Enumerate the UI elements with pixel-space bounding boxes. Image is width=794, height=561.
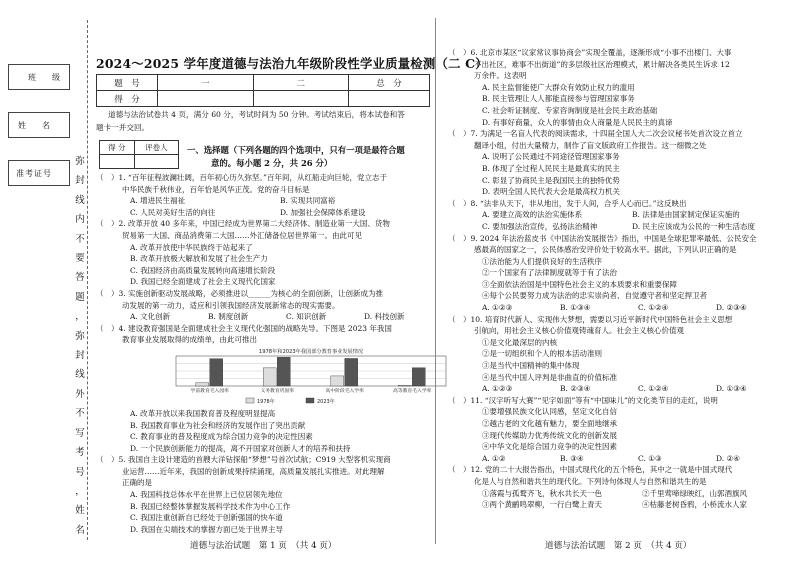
category-label: 义务教育巩固率 (260, 388, 295, 394)
question-text: （ ）8. “法非从天下，非从地出，发于人间，合乎人心而已。”这反映出 (448, 198, 687, 208)
option: C. ①②④ (638, 384, 669, 394)
seal-char: 答 (75, 272, 85, 284)
exam-title: 2024～2025 学年度道德与法治九年级阶段性学业质量检测（二 C） (96, 56, 488, 71)
option: ①落霞与孤鹜齐飞，秋水共长天一色 (482, 488, 602, 498)
bar-1978年 (398, 385, 411, 386)
option: D. ①③④ (716, 384, 747, 394)
option: B. 制度创新 (208, 312, 249, 322)
question-text: 正确的是 (122, 478, 152, 488)
question-text: （ ）12. 党的二十大报告指出，中国式现代化的五个特色，其中之一就是中国式现代 (448, 465, 733, 475)
option: A. 要建立高效的法治实施体系 (482, 210, 583, 220)
score-header-cell: 二 (253, 75, 349, 91)
option: B. 体现了全过程人民民主是最真实的民主 (482, 163, 620, 173)
option: C. ①③ (638, 453, 662, 463)
score-cell (253, 91, 349, 107)
seal-char: 封 (75, 350, 85, 362)
bar-1978年 (196, 383, 209, 386)
grader-cell (134, 155, 178, 169)
statement: ③现代传媒助力优秀传统文化的创新发展 (482, 430, 617, 440)
option: D. 加强社会保障体系建设 (280, 207, 366, 217)
seal-char: 弥 (75, 156, 85, 167)
option: B. 法律是由国家制定保证实施的 (632, 210, 740, 220)
question-6 (448, 47, 794, 128)
ticket-label: 准考证号 (16, 169, 52, 178)
question-text: （ ）10. 培育时代新人、实现伟大梦想，需要以习近平新时代中国特色社会主义思想 (448, 314, 733, 324)
question-9 (448, 233, 794, 314)
legend-swatch (246, 398, 254, 403)
question-5 (96, 454, 442, 535)
option: D. 我国在尖端技术的掌握方面已处于世界主导 (130, 524, 284, 534)
option: A. 我国科技总体水平在世界上已位居领先地位 (130, 490, 283, 500)
question-text: （ ）5. 我国自主设计建造的首艘大洋钻探船“梦想”号首次试航；C919 大型客机实现商 (96, 455, 391, 465)
question-7 (448, 128, 794, 198)
chart-area (96, 346, 442, 408)
score-header-cell: 题 号 (97, 75, 158, 91)
section-heading-line: 一、选择题（下列各题的四个选项中，只有一项是最符合题 (187, 145, 405, 155)
option: ④枯藤老树昏鸦，小桥流水人家 (642, 500, 747, 510)
question-4 (96, 323, 442, 455)
score-table (96, 74, 430, 107)
bar-2023年 (345, 358, 358, 386)
seal-char: ， (75, 485, 85, 497)
option: B. 我国教育事业为社会和经济的发展作出了突出贡献 (130, 420, 306, 430)
option: D. ②③④ (716, 303, 747, 313)
option: C. 我国注重创新自已经处于创新强国的快车道 (130, 513, 283, 523)
seal-char: 线 (75, 194, 85, 206)
section-heading (187, 144, 405, 170)
question-10 (448, 314, 794, 395)
seal-char: 要 (75, 253, 85, 265)
seal-char: ， (75, 311, 85, 323)
question-text: 业运营……近年来，我国的创新成果持续涌现，高质量发展扎实推进。对此理解 (122, 466, 385, 476)
option: A. ①②③ (482, 303, 513, 313)
question-text: （ ）11. “汉字听写大赛”“见字如面”等有“中国味儿”的文化类节目的走红，说明 (448, 395, 718, 405)
option: ②千里莺啼绿映红，山郭酒旗风 (642, 488, 747, 498)
option: D. 有事好商量，众人的事情由众人商量是人民民主的真谛 (482, 117, 673, 127)
category-label: 学前教育毛入园率 (190, 388, 229, 394)
question-text: （ ）6. 北京市某区“议家常议事协商会”实现全覆盖，逐渐形成“小事不出楼门、大事 (448, 48, 732, 57)
option: B. ①③④ (560, 303, 591, 313)
seal-char: 号 (75, 466, 85, 478)
option: D. 民主应该成为公民的一种生活态度 (632, 221, 756, 231)
statement: ①法治能为人们提供良好的生活秩序 (482, 256, 602, 266)
question-3 (96, 288, 442, 323)
score-cell (349, 91, 430, 107)
option: B. 实现共同富裕 (280, 196, 336, 206)
category-label: 高中阶段毛入学率 (325, 388, 364, 394)
option: A. 民主监督能使广大群众有效防止权力的滥用 (482, 82, 635, 92)
statement: ①是文化最深层的内核 (482, 337, 557, 347)
grade-cell (100, 155, 135, 169)
question-text: 引航向，用社会主义核心价值观铸魂育人。社会主义核心价值观 (474, 326, 684, 336)
statement: ②越古老的文化越有魅力，要全面地继承 (482, 419, 617, 428)
option: C. 要加强法治宣传，弘扬法治精神 (482, 221, 598, 231)
seal-char: 弥 (75, 330, 85, 342)
statement: ③是当代中国精神的集中体现 (482, 361, 580, 371)
page-divider (435, 18, 436, 544)
question-text: 感最高的国家之一，公民体感治安评价处于较高水平。据此，下列认识正确的是 (474, 245, 737, 255)
seal-char: 不 (75, 408, 85, 420)
score-row-label: 得 分 (97, 91, 158, 107)
grade-box (99, 140, 179, 169)
education-bar-chart (136, 346, 456, 408)
option: C. 教育事业的普及程度成为综合国力竞争的决定性因素 (130, 432, 313, 442)
score-header-cell: 一 (158, 75, 254, 91)
question-text: （ ）7. 为满足一名盲人代表的阅读需求，十四届全国人大二次会议秘书处首次设立首立 (448, 129, 743, 139)
option: C. 彰显了协商民主是我国民主的独特优势 (482, 175, 620, 185)
options (448, 499, 794, 511)
option: A. 说明了公民通过不同途径管理国家事务 (482, 152, 620, 162)
question-12 (448, 464, 794, 510)
footer-left: 道德与法治试题 第 1 页 （共 4 页） (190, 541, 337, 551)
score-header-cell: 总 分 (349, 75, 430, 91)
seal-char: 封 (75, 175, 85, 187)
question-text: 不出社区，难事不出街道”的多层级社区治理模式，累计解决各类民生诉求 12 (474, 59, 730, 69)
question-text: 动发展的第一动力，适应和引领我国经济发展新常态的现实需要。 (122, 300, 340, 310)
option: B. ②③④ (560, 384, 591, 394)
exam-note-line: 道德与法治试卷共 4 页，满分 60 分，考试时间为 50 分钟。考试结束后，将本试卷和答 (108, 110, 405, 119)
option: B. 民主管理让人人都能直接参与管理国家事务 (482, 94, 635, 104)
question-text: （ ）2. 改革开放 40 多年来，中国已经成为世界第二大经济体、制造业第一大国、货物 (96, 219, 390, 229)
bar-2023年 (412, 368, 425, 386)
seal-char: 外 (75, 388, 85, 400)
grader-label: 评卷人 (134, 141, 178, 155)
seal-char: 考 (75, 447, 85, 459)
option: B. ③④ (560, 453, 584, 463)
options (448, 209, 794, 221)
question-text: 贸易第一大国、商品消费第二大国……外汇储备位居世界第一。由此可见 (122, 230, 362, 240)
option: D. 一个民族创新能力的提高，离不开国家对创新人才的培养和扶持 (130, 443, 351, 453)
option: C. 我国经济由高质量发展转向高速增长阶段 (130, 265, 276, 275)
option: A. 改革开放以来我国教育普及程度明显提高 (130, 408, 276, 418)
options (448, 383, 794, 395)
grade-label: 得 分 (100, 141, 135, 155)
question-2 (96, 218, 442, 288)
question-text: （ ）1. “百年征程波澜壮阔，百年初心历久弥坚。”百年间，从红船走向巨轮，党立志于 (96, 173, 387, 182)
seal-line-text (74, 152, 86, 540)
options (448, 488, 794, 500)
score-cell (158, 91, 254, 107)
options (448, 302, 794, 314)
question-text: 化是人与自然和谐共生的现代化。下列诗句体现人与自然和谐共生的是 (474, 476, 707, 486)
option: A. ①②③ (482, 384, 513, 394)
bar-1978年 (263, 368, 276, 386)
question-text: 教育事业发展取得的成绩单，由此可推出 (122, 335, 257, 345)
statement: ④是当代中国人评判是非曲直的价值标准 (482, 372, 617, 382)
option: A. 增进民生福祉 (130, 196, 186, 206)
option: D. 科技创新 (364, 312, 405, 322)
seal-char: 写 (75, 427, 85, 439)
option: C. 社会听证制度、专家咨询制度是社会民主政治基础 (482, 105, 658, 115)
question-text: 中华民族千秋伟业，百年恰是风华正茂。党的奋斗目标是 (122, 184, 310, 194)
section-heading-line: 意的。每小题 2 分，共 26 分） (211, 158, 333, 168)
statement: ④中华文化是综合国力竞争的决定性因素 (482, 442, 617, 452)
seal-char: 题 (75, 291, 85, 303)
legend-label: 1978年 (257, 398, 275, 405)
option: D. 我国已经全面建成了社会主义现代化国家 (130, 277, 276, 287)
exam-note-line: 题卡一并交回。 (96, 123, 150, 132)
question-text: （ ）4. 建设教育强国是全面建成社会主义现代化强国的战略先导。下图是 2023 年我国 (96, 323, 392, 333)
name-label: 姓 名 (18, 121, 54, 130)
option: D. 表明全国人民代表大会是最高权力机关 (482, 187, 621, 197)
question-8 (448, 198, 794, 233)
question-text: （ ）3. 实施创新驱动发展战略，必须推进以______为核心的全面创新，让创新成为推 (96, 288, 384, 298)
option: A. 改革开放使中华民族终于站起来了 (130, 242, 253, 252)
seal-dashed-line (87, 20, 88, 540)
options (448, 453, 794, 465)
bar-2023年 (277, 357, 290, 386)
question-text: 万余件。这表明 (474, 71, 527, 81)
question-1 (96, 172, 442, 218)
options (96, 207, 442, 219)
legend-swatch (306, 398, 314, 403)
footer-right: 道德与法治试题 第 2 页 （共 4 页） (545, 541, 692, 551)
statement: ④每个公民要努力成为法治的忠实崇尚者、自觉遵守者和坚定捍卫者 (482, 291, 707, 301)
options (96, 195, 442, 207)
statement: ②是一切组织和个人的根本活动准则 (482, 349, 602, 359)
statement: ②一个国家有了法律制度就等于有了法治 (482, 268, 617, 278)
seal-char: 姓 (75, 505, 85, 517)
question-block-left (96, 172, 442, 535)
seal-char: 名 (75, 524, 85, 536)
option: A. 文化创新 (130, 312, 171, 322)
question-11 (448, 395, 794, 465)
seal-char: 线 (75, 369, 85, 381)
legend-label: 2023年 (317, 398, 335, 405)
chart-title: 1978年和2023年我国部分教育事业发展情况 (258, 348, 364, 355)
option: C. 知识创新 (286, 312, 327, 322)
option: C. 人民对美好生活的向往 (130, 207, 216, 217)
category-label: 高等教育毛入学率 (393, 388, 432, 394)
option: B. 改革开放极大解放和发展了社会生产力 (130, 254, 268, 264)
statement: ③全面依法治国是中国特色社会主义的本质要求和重要保障 (482, 279, 677, 289)
bar-1978年 (331, 376, 344, 386)
class-label: 班 级 (28, 73, 64, 82)
statement: ①要增强民族文化认同感，坚定文化自信 (482, 407, 617, 417)
bar-2023年 (210, 359, 223, 386)
option: C. ①②④ (638, 303, 669, 313)
option: B. 我国已经整体掌握发展科学技术作为中心工作 (130, 501, 291, 511)
question-text: （ ）9. 2024 年法治蓝皮书《中国法治发展报告》指出，中国是全球犯罪率最低、公民安全 (448, 233, 757, 243)
option: D. ②④ (716, 453, 740, 463)
question-text: 翻译小组，付出大量精力，制作了盲文版政府工作报告。这一细微之处 (474, 140, 707, 150)
options (448, 221, 794, 233)
option: A. ①② (482, 453, 506, 463)
option: ③两个黄鹂鸣翠柳，一行白鹭上青天 (482, 500, 602, 510)
seal-char: 内 (75, 214, 85, 226)
options (96, 311, 442, 323)
question-block-right (448, 47, 794, 511)
seal-char: 不 (75, 233, 85, 245)
